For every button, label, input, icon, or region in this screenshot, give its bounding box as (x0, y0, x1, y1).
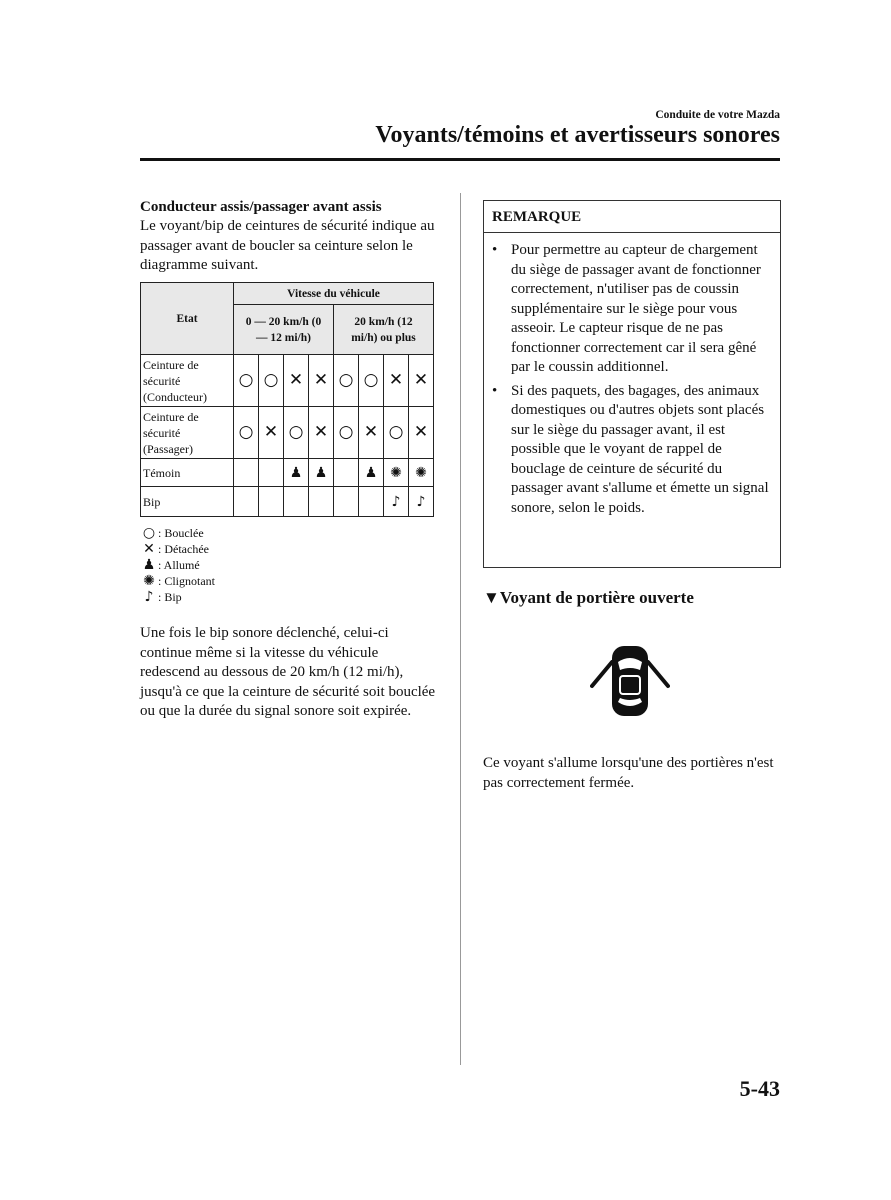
legend (140, 525, 215, 605)
beep-note-icon: ♪ (391, 493, 401, 510)
intro-paragraph: Le voyant/bip de ceintures de sécurité indique au passager avant de boucler sa ceinture selon le diagramme suivant. (140, 218, 435, 273)
table-cell (259, 355, 284, 407)
legend-item (140, 589, 215, 605)
circle-icon: ○ (363, 369, 379, 390)
cross-icon: ✕ (388, 369, 404, 390)
note-box (483, 200, 781, 568)
row-label: Ceinture de sécurité (Passager) (141, 407, 234, 459)
bullet-icon: • (492, 242, 498, 258)
column-divider (460, 193, 461, 1065)
table-cell (409, 459, 434, 487)
seatbelt-flashing-icon: ✺ (390, 464, 402, 481)
table-cell (284, 355, 309, 407)
legend-text: : Détachée (158, 542, 209, 556)
table-cell (234, 355, 259, 407)
circle-icon: ○ (288, 421, 304, 442)
circle-icon: ○ (142, 525, 156, 541)
speed-high-header: 20 km/h (12 mi/h) ou plus (334, 305, 434, 355)
table-cell (359, 487, 384, 517)
speed-low-header: 0 — 20 km/h (0 — 12 mi/h) (234, 305, 334, 355)
table-cell (309, 487, 334, 517)
seatbelt-lit-icon: ♟ (142, 557, 156, 573)
right-paragraph: Ce voyant s'allume lorsqu'une des portières n'est pas correctement fermée. (483, 755, 774, 791)
table-cell (359, 407, 384, 459)
table-cell (234, 459, 259, 487)
cross-icon: ✕ (143, 541, 155, 557)
legend-item (140, 573, 215, 589)
etat-header: Etat (141, 283, 234, 355)
section-label: Conduite de votre Mazda (655, 109, 780, 121)
beep-note-icon: ♪ (416, 493, 426, 510)
row-label: Témoin (141, 459, 234, 487)
cross-icon: ✕ (413, 369, 429, 390)
page-number: 5-43 (739, 1076, 780, 1101)
table-cell (284, 407, 309, 459)
seatbelt-table (140, 282, 434, 517)
note-list (492, 241, 774, 522)
legend-text: : Bip (158, 590, 182, 604)
left-intro-block (140, 198, 440, 276)
legend-item (140, 541, 215, 557)
note-title: REMARQUE (484, 201, 780, 233)
table-cell (259, 407, 284, 459)
table-cell (259, 487, 284, 517)
circle-icon: ○ (263, 369, 279, 390)
cross-icon: ✕ (313, 421, 329, 442)
table-cell (384, 355, 409, 407)
speed-header: Vitesse du véhicule (234, 283, 434, 305)
table-cell (334, 487, 359, 517)
circle-icon: ○ (238, 369, 254, 390)
door-ajar-icon (590, 640, 670, 720)
table-cell (284, 487, 309, 517)
table-cell (409, 355, 434, 407)
table-cell (334, 459, 359, 487)
circle-icon: ○ (338, 369, 354, 390)
table-cell (309, 355, 334, 407)
note-item (492, 241, 774, 378)
table-cell (384, 407, 409, 459)
cross-icon: ✕ (363, 421, 379, 442)
cross-icon: ✕ (413, 421, 429, 442)
legend-item (140, 525, 215, 541)
table-cell (359, 459, 384, 487)
seatbelt-lit-icon: ♟ (289, 464, 303, 481)
cross-icon: ✕ (263, 421, 279, 442)
bullet-icon: • (492, 382, 498, 399)
legend-item (140, 557, 215, 573)
note-text: Pour permettre au capteur de chargement du siège de passager avant de fonctionner correctement, n'utiliser pas de coussin supplémentaire sur le siège pour vous asseoir. Le capteur risque de ne pas fonctionner correctement car il sera gêné par le coussin additionnel. (511, 242, 761, 375)
table-cell (409, 407, 434, 459)
legend-text: : Clignotant (158, 574, 215, 588)
table-cell (409, 487, 434, 517)
table-cell (234, 407, 259, 459)
note-text: Si des paquets, des bagages, des animaux domestiques ou d'autres objets sont placés sur le siège du passager avant, il est possible que le voyant de rappel de bouclage de ceinture de sécurité du passager avant s'allume et émette un signal sonore, selon le poids. (511, 382, 769, 516)
seatbelt-lit-icon: ♟ (314, 464, 328, 481)
cross-icon: ✕ (313, 369, 329, 390)
header-rule (140, 158, 780, 161)
note-item (492, 382, 774, 519)
circle-icon: ○ (238, 421, 254, 442)
table-cell (334, 407, 359, 459)
seatbelt-flashing-icon: ✺ (143, 573, 155, 589)
circle-icon: ○ (338, 421, 354, 442)
seatbelt-lit-icon: ♟ (364, 464, 378, 481)
table-cell (334, 355, 359, 407)
table-cell (259, 459, 284, 487)
left-paragraph: Une fois le bip sonore déclenché, celui-ci continue même si la vitesse du véhicule redescend au dessous de 20 km/h (12 mi/h), jusqu'à ce que la ceinture de sécurité soit bouclée ou que la durée du signal sonore soit expirée. (140, 625, 436, 719)
legend-text: : Bouclée (158, 526, 204, 540)
table-cell (234, 487, 259, 517)
table-cell (309, 459, 334, 487)
row-label: Bip (141, 487, 234, 517)
subheading: Conducteur assis/passager avant assis (140, 199, 382, 215)
circle-icon: ○ (388, 421, 404, 442)
table-cell (359, 355, 384, 407)
seatbelt-flashing-icon: ✺ (415, 464, 427, 481)
door-section-heading: ▼Voyant de portière ouverte (483, 588, 694, 607)
table-cell (309, 407, 334, 459)
beep-note-icon: ♪ (144, 589, 154, 605)
cross-icon: ✕ (288, 369, 304, 390)
table-cell (284, 459, 309, 487)
table-cell (384, 487, 409, 517)
table-cell (384, 459, 409, 487)
page-title: Voyants/témoins et avertisseurs sonores (375, 122, 780, 148)
row-label: Ceinture de sécurité (Conducteur) (141, 355, 234, 407)
legend-text: : Allumé (158, 558, 200, 572)
